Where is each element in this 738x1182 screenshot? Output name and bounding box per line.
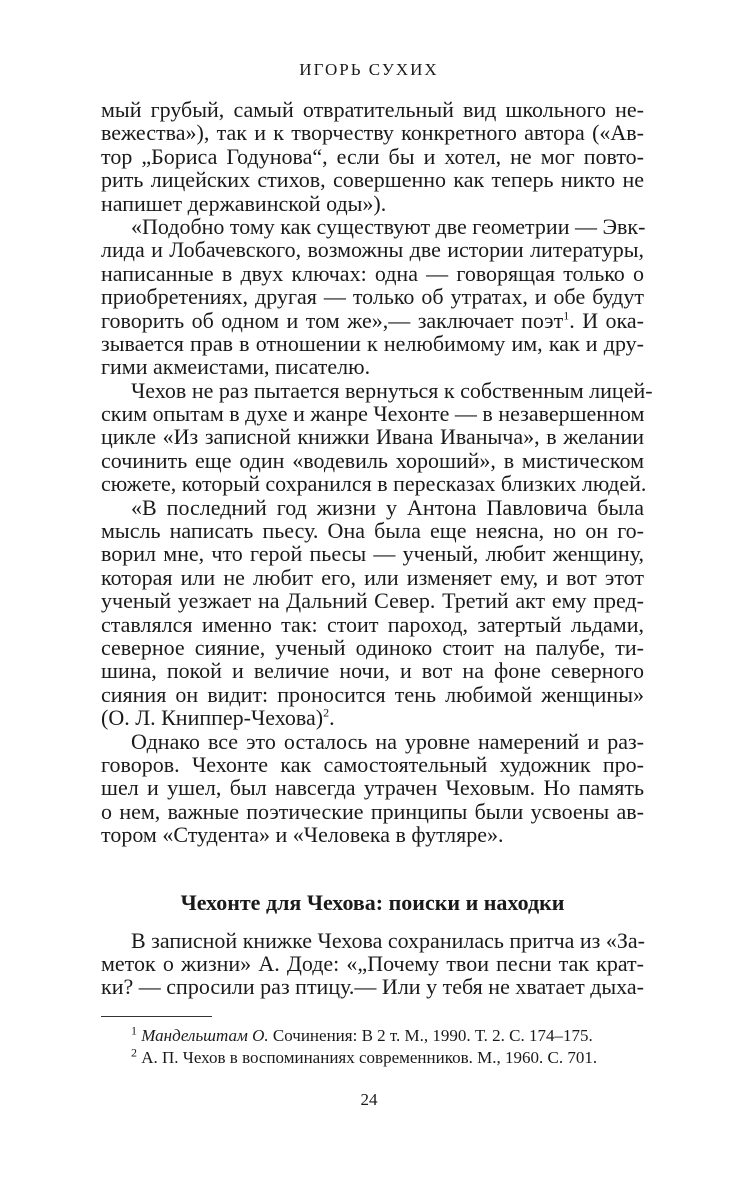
paragraph xyxy=(101,215,644,379)
text-line: ским опытам в духе и жанре Чехонте — в незавершенном xyxy=(101,401,645,427)
text-line: ворил мне, что герой пьесы — ученый, любит женщину, xyxy=(101,541,644,567)
running-title: ИГОРЬ СУХИХ xyxy=(299,60,439,79)
footnote-divider xyxy=(101,1016,212,1017)
text-line: говоров. Чехонте как самостоятельный художник про- xyxy=(101,751,644,777)
text-line: В записной книжке Чехова сохранилась притча из «За- xyxy=(131,927,645,953)
footnote-ref: 1 xyxy=(563,308,570,323)
text-line: Однако все это осталось на уровне намерений и раз- xyxy=(131,728,644,754)
text-line: тор „Бориса Годунова“, если бы и хотел, не мог повто- xyxy=(101,143,644,169)
section-heading: Чехонте для Чехова: поиски и находки xyxy=(180,889,565,915)
paragraph xyxy=(101,377,653,497)
text-line: мысль написать пьесу. Она была еще неясна, но он го- xyxy=(101,518,644,544)
text-line: напишет державинской оды»). xyxy=(101,190,387,216)
page-number: 24 xyxy=(360,1090,378,1109)
text-line: шел и ушел, был навсегда утрачен Чеховым. Но память xyxy=(101,775,644,801)
text-line: мый грубый, самый отвратительный вид школьного не- xyxy=(101,97,644,122)
paragraph xyxy=(101,730,644,847)
text-line: гими акмеистами, писателю. xyxy=(101,354,371,380)
footnote-number: 1 xyxy=(131,1023,137,1038)
text-line-with-footnote xyxy=(101,309,644,332)
text-line: сочинить еще один «водевиль хороший», в мистическом xyxy=(101,447,644,473)
text-line: зывается прав в отношении к нелюбимому им, как и дру- xyxy=(101,330,644,356)
paragraph xyxy=(101,496,644,730)
text-line: шина, покой и величие ночи, и вот на фоне северного xyxy=(101,658,644,684)
text-line: о нем, важные поэтические принципы были усвоены ав- xyxy=(101,798,644,824)
footnote-ref: 2 xyxy=(323,705,330,720)
text-line: написанные в двух ключах: одна — говорящая только о xyxy=(101,260,644,286)
paragraph xyxy=(101,98,644,215)
text-line: Чехов не раз пытается вернуться к собственным лицей- xyxy=(131,377,653,403)
main-text xyxy=(101,97,653,1000)
text-line: рить лицейских стихов, совершенно как теперь никто не xyxy=(101,167,644,193)
text-line: ки? — спросили раз птицу.— Или у тебя не хватает дыха- xyxy=(101,974,644,1000)
footnote-number: 2 xyxy=(131,1045,137,1060)
text-line: ставлялся именно так: стоит пароход, затертый льдами, xyxy=(101,611,644,637)
footnote xyxy=(101,1047,644,1069)
footnote xyxy=(101,1025,644,1047)
text-line: тором «Студента» и «Человека в футляре». xyxy=(101,822,504,848)
footnote-author: Мандельштам О. xyxy=(141,1026,269,1045)
text-line: которая или не любит его, или изменяет ему, и вот этот xyxy=(101,564,644,590)
footnote-text: Сочинения: В 2 т. М., 1990. Т. 2. С. 174–175. xyxy=(268,1026,593,1045)
text-line: приобретениях, другая — только об утратах, и обе будут xyxy=(101,284,644,310)
text-line: «В последний год жизни у Антона Павловича была xyxy=(131,494,644,520)
text-segment: (О. Л. Книппер-Чехова) xyxy=(101,705,324,731)
text-line: ученый уезжает на Дальний Север. Третий акт ему пред- xyxy=(101,588,644,614)
text-line: вежества»), так и к творчеству конкретного автора («Ав- xyxy=(101,120,644,146)
text-segment: говорить об одном и том же»,— заключает поэт xyxy=(101,307,564,333)
text-line: цикле «Из записной книжки Ивана Иваныча», в желании xyxy=(101,424,644,450)
footnote-text: А. П. Чехов в воспоминаниях современников. М., 1960. С. 701. xyxy=(141,1048,598,1067)
paragraph xyxy=(101,929,644,999)
text-segment: . И ока- xyxy=(569,307,644,333)
text-line: сияния он видит: проносится тень любимой женщины» xyxy=(101,681,644,707)
text-line: сюжете, который сохранился в пересказах близких людей. xyxy=(101,471,647,497)
text-line: лида и Лобачевского, возможны две истории литературы, xyxy=(101,237,644,263)
footnotes xyxy=(101,1025,644,1069)
text-line: «Подобно тому как существуют две геометрии — Эвк- xyxy=(131,213,646,239)
text-line: меток о жизни» А. Доде: «„Почему твои песни так крат- xyxy=(101,950,644,976)
text-line-with-footnote: (О. Л. Книппер-Чехова)$^2$. xyxy=(101,705,335,731)
text-line: северное сияние, ученый одиноко стоит на палубе, ти- xyxy=(101,634,644,660)
